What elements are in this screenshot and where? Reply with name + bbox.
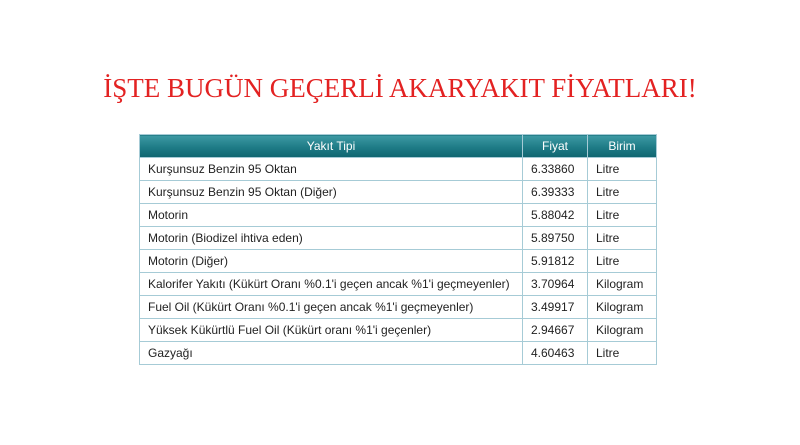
fuel-name-cell: Motorin <box>140 204 523 227</box>
header-fuel-type: Yakıt Tipi <box>140 135 523 158</box>
unit-cell: Litre <box>588 158 657 181</box>
unit-cell: Litre <box>588 227 657 250</box>
price-cell: 5.89750 <box>523 227 588 250</box>
price-cell: 4.60463 <box>523 342 588 365</box>
price-cell: 2.94667 <box>523 319 588 342</box>
price-cell: 5.88042 <box>523 204 588 227</box>
fuel-name-cell: Kalorifer Yakıtı (Kükürt Oranı %0.1'i geçen ancak %1'i geçmeyenler) <box>140 273 523 296</box>
unit-cell: Litre <box>588 181 657 204</box>
unit-cell: Kilogram <box>588 319 657 342</box>
header-price: Fiyat <box>523 135 588 158</box>
table-row <box>140 273 657 296</box>
price-cell: 3.49917 <box>523 296 588 319</box>
table-row <box>140 227 657 250</box>
unit-cell: Litre <box>588 342 657 365</box>
table-row <box>140 158 657 181</box>
table-row <box>140 319 657 342</box>
page-title: İŞTE BUGÜN GEÇERLİ AKARYAKIT FİYATLARI! <box>103 73 697 103</box>
table-row <box>140 342 657 365</box>
fuel-name-cell: Motorin (Diğer) <box>140 250 523 273</box>
header-unit: Birim <box>588 135 657 158</box>
unit-cell: Kilogram <box>588 296 657 319</box>
table-row <box>140 250 657 273</box>
unit-cell: Kilogram <box>588 273 657 296</box>
fuel-name-cell: Yüksek Kükürtlü Fuel Oil (Kükürt oranı %1'i geçenler) <box>140 319 523 342</box>
price-cell: 6.33860 <box>523 158 588 181</box>
fuel-name-cell: Kurşunsuz Benzin 95 Oktan <box>140 158 523 181</box>
price-cell: 6.39333 <box>523 181 588 204</box>
unit-cell: Litre <box>588 250 657 273</box>
fuel-name-cell: Gazyağı <box>140 342 523 365</box>
table-header-row <box>140 135 657 158</box>
table-row <box>140 296 657 319</box>
fuel-name-cell: Motorin (Biodizel ihtiva eden) <box>140 227 523 250</box>
table-row <box>140 204 657 227</box>
fuel-price-table <box>139 134 657 365</box>
table-row <box>140 181 657 204</box>
fuel-name-cell: Kurşunsuz Benzin 95 Oktan (Diğer) <box>140 181 523 204</box>
fuel-name-cell: Fuel Oil (Kükürt Oranı %0.1'i geçen ancak %1'i geçmeyenler) <box>140 296 523 319</box>
unit-cell: Litre <box>588 204 657 227</box>
price-cell: 3.70964 <box>523 273 588 296</box>
price-cell: 5.91812 <box>523 250 588 273</box>
